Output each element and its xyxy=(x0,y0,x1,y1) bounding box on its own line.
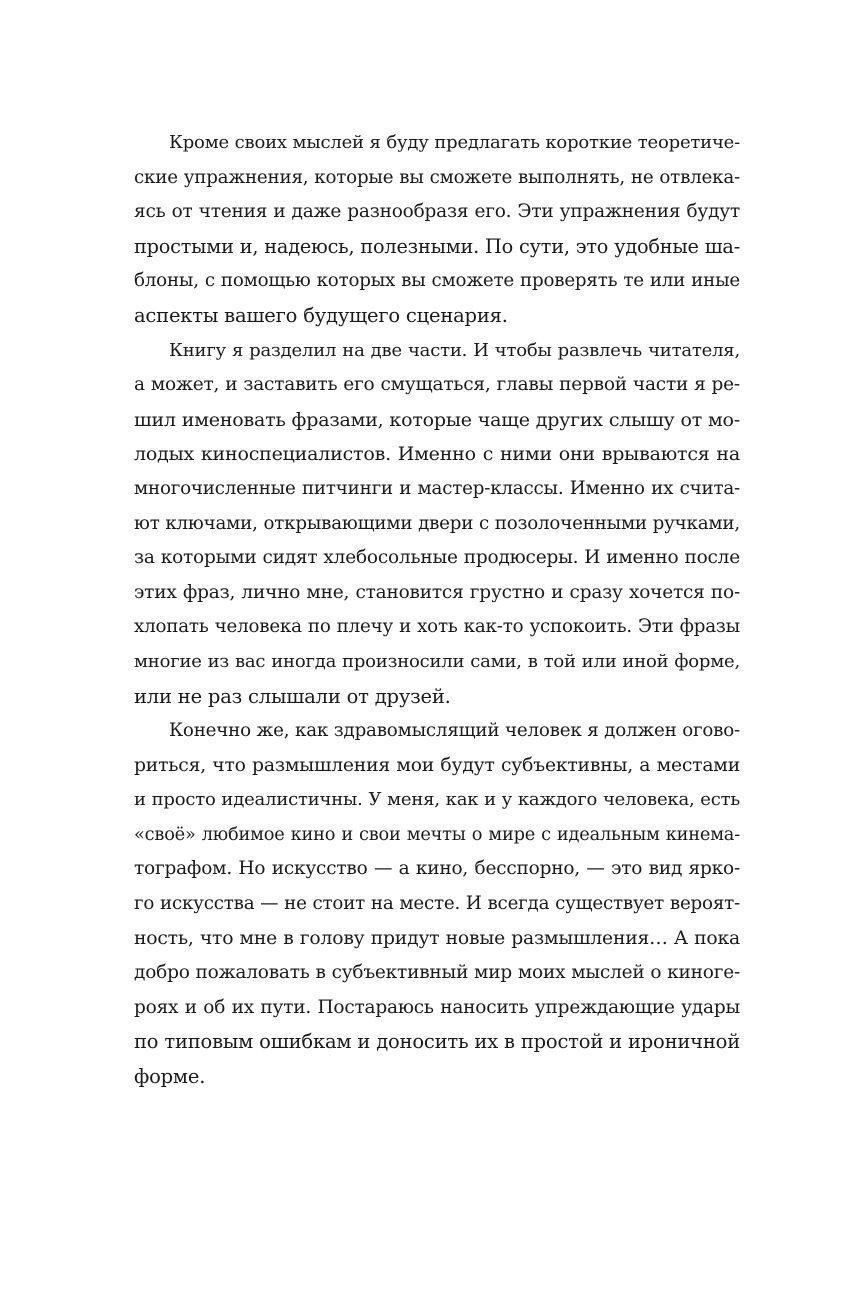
text-line: «своё» любимое кино и свои мечты о мире с идеальным кинема- xyxy=(134,824,740,845)
text-line: аспекты вашего будущего сценария. xyxy=(134,303,508,327)
text-line: или не раз слышали от друзей. xyxy=(134,684,451,708)
paragraph xyxy=(134,714,740,1095)
text-line: Конечно же, как здравомыслящий человек я должен огово- xyxy=(169,720,740,742)
text-line: многие из вас иногда произносили сами, в той или иной форме, xyxy=(134,650,740,672)
paragraph xyxy=(134,126,740,334)
text-line: блоны, с помощью которых вы сможете проверять те или иные xyxy=(134,270,740,292)
text-line: по типовым ошибкам и доносить их в простой и ироничной xyxy=(134,1030,740,1054)
text-line: роях и об их пути. Постараюсь наносить упреждающие удары xyxy=(134,996,740,1018)
paragraph xyxy=(134,334,740,715)
text-line: и просто идеалистичны. У меня, как и у каждого человека, есть xyxy=(134,789,740,811)
text-line: многочисленные питчинги и мастер-классы. Именно их счита- xyxy=(134,477,740,499)
text-line: го искусства — не стоит на месте. И всегда существует вероят- xyxy=(134,893,740,915)
text-line: добро пожаловать в субъективный мир моих мыслей о киноге- xyxy=(134,962,740,984)
text-line: ют ключами, открывающими двери с позолоченными ручками, xyxy=(134,512,740,534)
text-line: шил именовать фразами, которые чаще других слышу от мо- xyxy=(134,408,740,431)
text-line: риться, что размышления мои будут субъективны, а местами xyxy=(134,754,740,776)
text-line: а может, и заставить его смущаться, главы первой части я ре- xyxy=(134,374,740,396)
text-line: ясь от чтения и даже разнообразя его. Эти упражнения будут xyxy=(134,201,740,223)
text-line: ность, что мне в голову придут новые размышления… А пока xyxy=(134,927,740,949)
text-line: тографом. Но искусство — а кино, бесспорно, — это вид ярко- xyxy=(134,858,740,880)
body-text xyxy=(134,126,740,1095)
text-line: простыми и, надеюсь, полезными. По сути, это удобные ша- xyxy=(134,234,740,258)
text-line: за которыми сидят хлебосольные продюсеры. И именно после xyxy=(134,547,740,569)
text-line: ские упражнения, которые вы сможете выполнять, не отвлека- xyxy=(134,166,740,188)
text-line: форме. xyxy=(134,1065,206,1089)
text-line: этих фраз, лично мне, становится грустно и сразу хочется по- xyxy=(134,581,740,603)
text-line: Книгу я разделил на две части. И чтобы развлечь читателя, xyxy=(169,339,740,361)
text-line: хлопать человека по плечу и хоть как-то успокоить. Эти фразы xyxy=(134,616,740,638)
text-line: лодых киноспециалистов. Именно с ними они врываются на xyxy=(134,443,740,466)
text-line: Кроме своих мыслей я буду предлагать короткие теоретиче- xyxy=(169,132,740,153)
